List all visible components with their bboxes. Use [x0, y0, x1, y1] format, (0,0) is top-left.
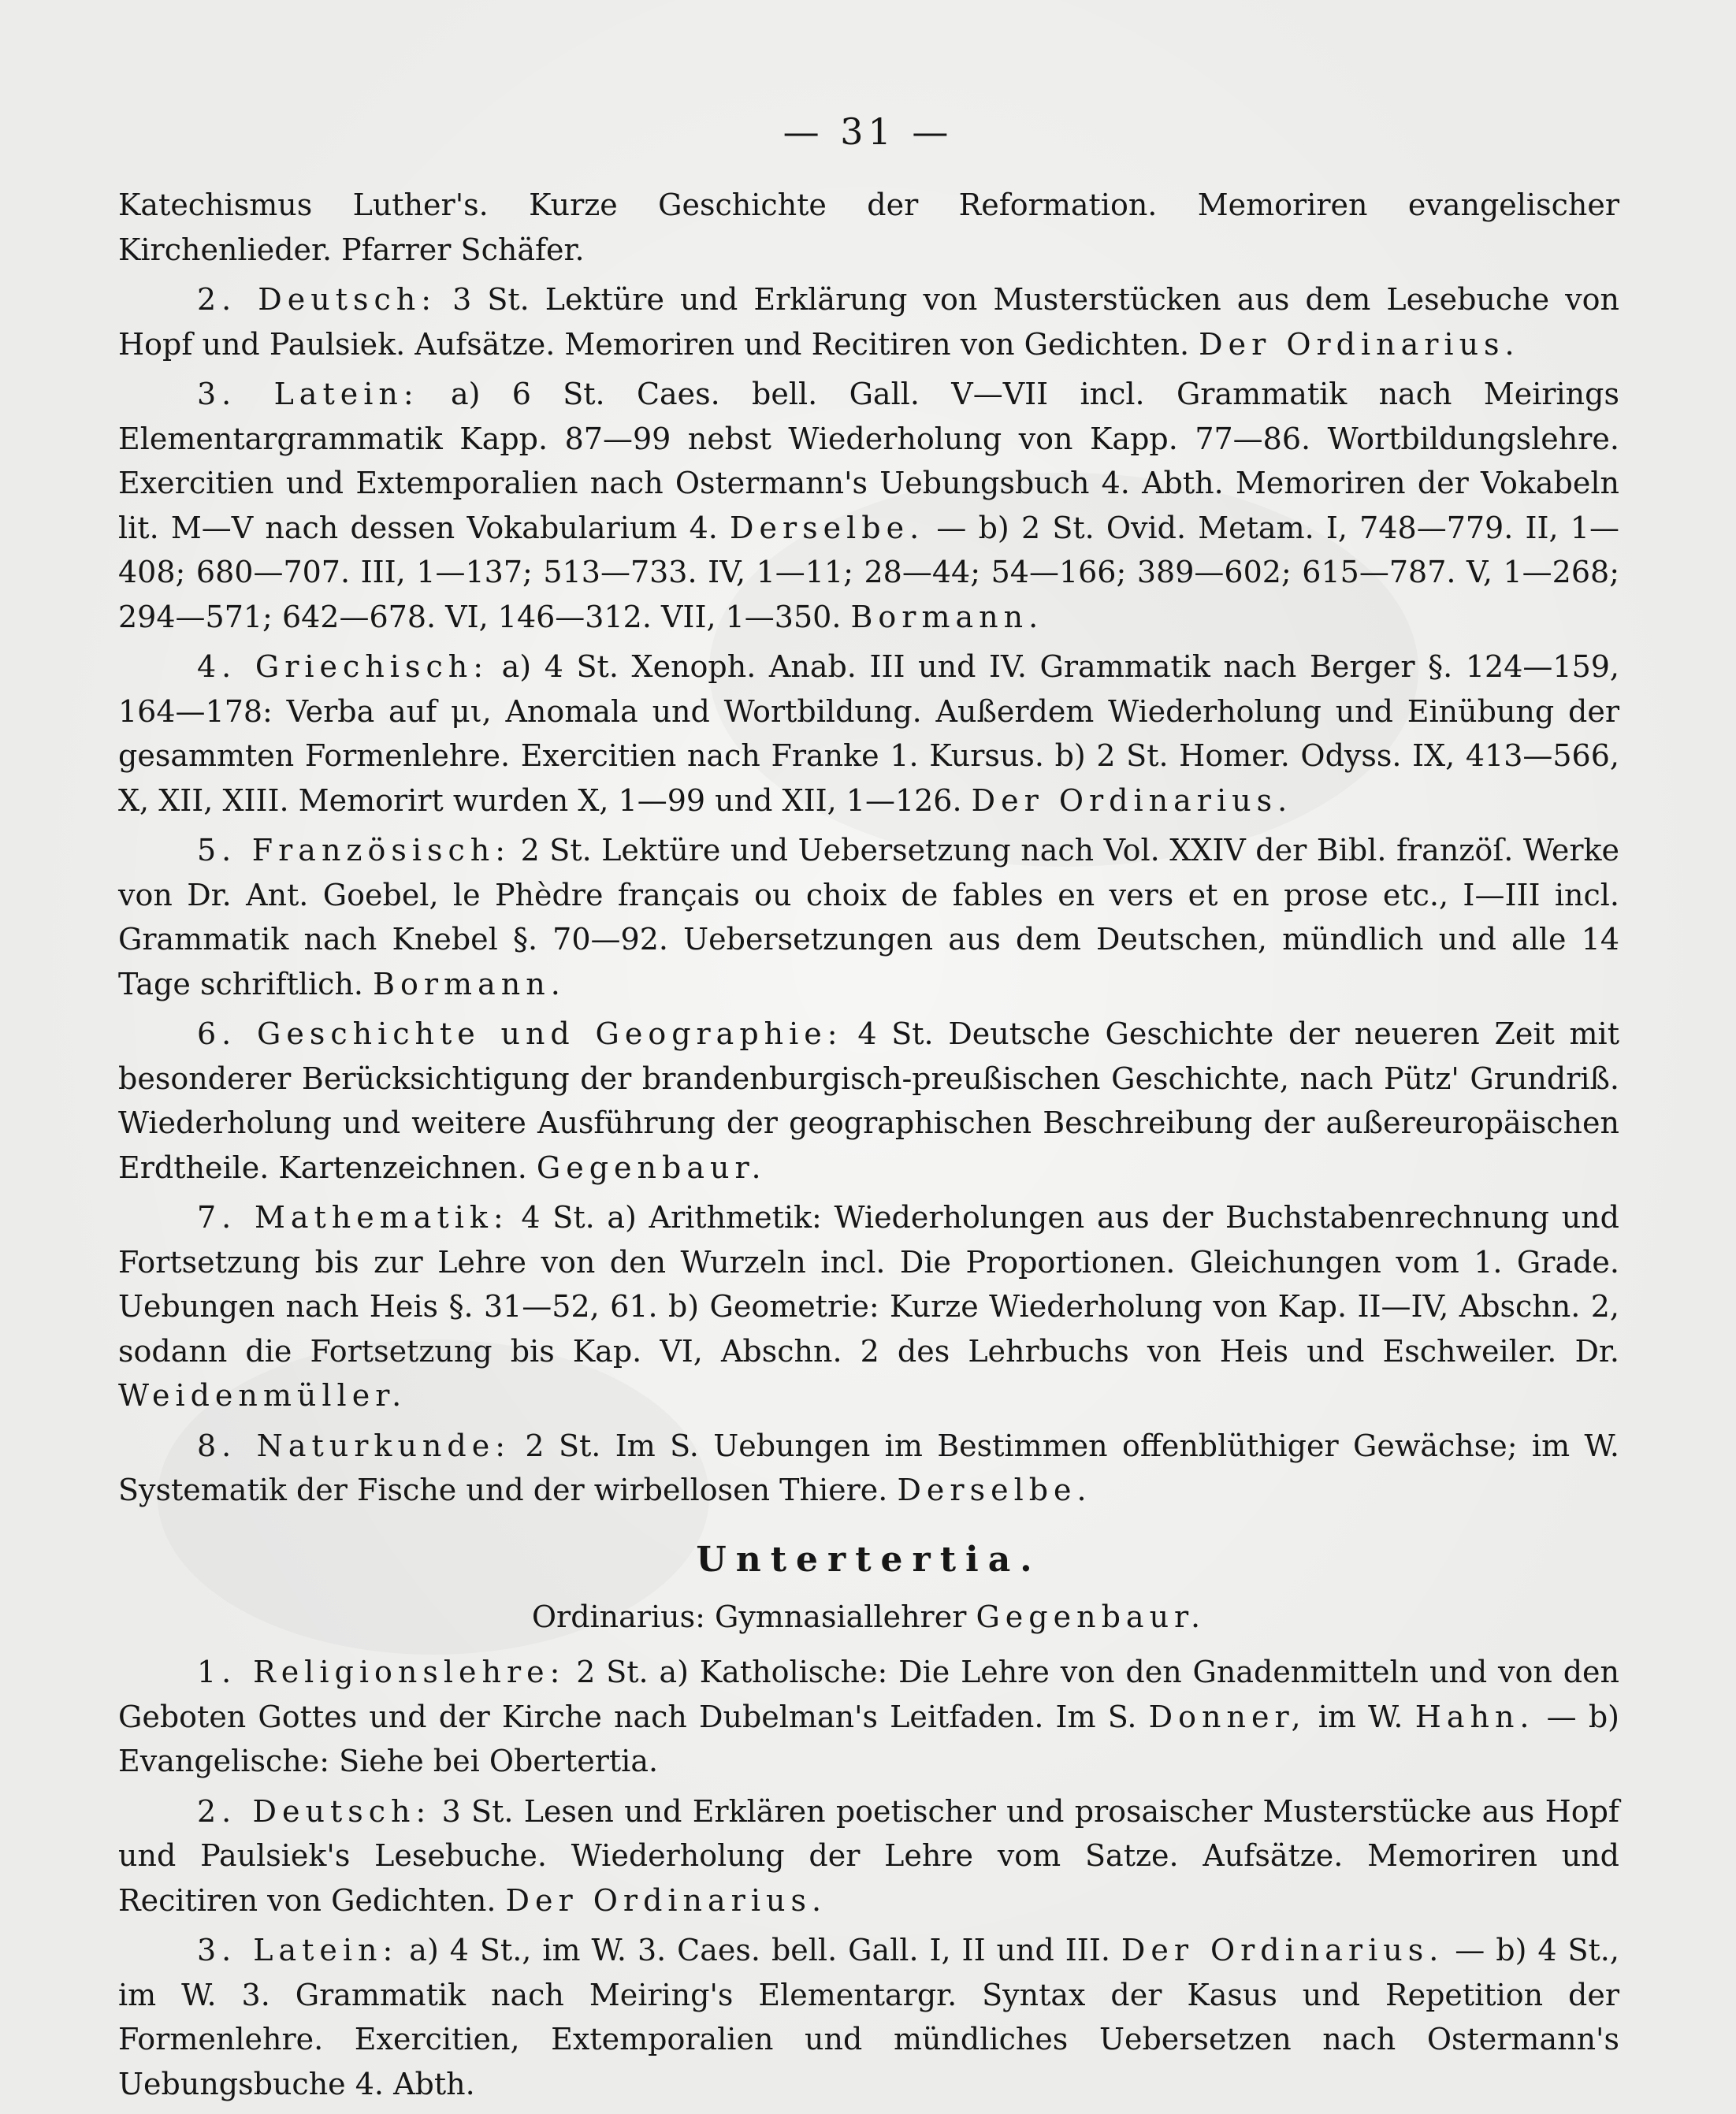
untertertia-religion — [118, 1650, 1619, 1784]
obertertia-latein — [118, 372, 1619, 639]
subject-label: 2. Deutsch: — [197, 1793, 432, 1829]
obertertia-deutsch — [118, 277, 1619, 366]
subject-label: 1. Religionslehre: — [197, 1655, 566, 1689]
section-heading-untertertia: Untertertia. — [696, 1539, 1042, 1580]
page-body — [118, 183, 1619, 2112]
subject-text: 2 St. Im S. Uebungen im Bestimmen offenblüthiger Gewächse; im W. Systematik der Fische und der wirbellosen Thiere. — [118, 1428, 1619, 1507]
teacher-name: Bormann. — [850, 599, 1044, 634]
ordinarius-line — [118, 1595, 1619, 1640]
teacher-name: Derselbe. — [897, 1473, 1092, 1507]
obertertia-mathematik — [118, 1195, 1619, 1418]
subject-text: 4 St. a) Arithmetik: Wiederholungen aus der Buchstabenrechnung und Fortsetzung bis zur Lehre von den Wurzeln incl. Die Proportionen. Gleichungen vom 1. Grade. Uebungen nach Heis §. 31—52, 61. b) Geometrie: Kurze Wiederholung von Kap. II—IV, Abschn. 2, sodann die Fortsetzung bis Kap. VI, Abschn. 2 des Lehrbuchs von Heis und Eschweiler. Dr. — [118, 1200, 1619, 1369]
subject-text-mid: im W. — [1318, 1699, 1403, 1734]
teacher-name: Weidenmüller. — [118, 1378, 407, 1413]
subject-text: 3 St. Lesen und Erklären poetischer und prosaischer Musterstücke aus Hopf und Paulsiek's Lesebuche. Wiederholung der Lehre vom Satze. Aufsätze. Memoriren und Recitiren von Gedichten. — [118, 1793, 1619, 1918]
subject-text-2: — b) 4 St., im W. 3. Grammatik nach Meiring's Elementargr. Syntax der Kasus und Repetition der Formenlehre. Exercitien, Extemporalien und mündliches Uebersetzen nach Ostermann's Uebungsbuche 4. Abth. — [118, 1933, 1619, 2101]
ordinarius-name: Gegenbaur. — [976, 1599, 1206, 1634]
teacher-name: Bormann. — [373, 966, 566, 1001]
subject-label: 4. Griechisch: — [197, 649, 489, 684]
obertertia-naturkunde — [118, 1424, 1619, 1513]
subject-text: a) 4 St. Xenoph. Anab. III und IV. Grammatik nach Berger §. 124—159, 164—178: Verba auf μι, Anomala und Wortbildung. Außerdem Wiederholung und Einübung der gesammten Formenlehre. Exercitien nach Franke 1. Kursus. b) 2 St. Homer. Odyss. IX, 413—566, X, XII, XIII. Memorirt wurden X, 1—99 und XII, 1—126. — [118, 649, 1620, 818]
obertertia-geschichte — [118, 1012, 1619, 1190]
ordinarius-label: Ordinarius: Gymnasiallehrer — [531, 1599, 967, 1634]
teacher-name: Gegenbaur. — [536, 1150, 767, 1185]
untertertia-deutsch — [118, 1789, 1619, 1923]
subject-label: 5. Französisch: — [197, 833, 511, 868]
subject-label: 6. Geschichte und Geographie: — [197, 1016, 843, 1051]
teacher-name: Der Ordinarius. — [971, 782, 1293, 818]
teacher-name: Der Ordinarius. — [505, 1882, 827, 1918]
subject-text: a) 6 St. Caes. bell. Gall. V—VII incl. Grammatik nach Meirings Elementargrammatik Kapp. 87—99 nebst Wiederholung von Kapp. 77—86. Wortbildungslehre. Exercitien und Extemporalien nach Ostermann's Uebungsbuch 4. Abth. Memoriren der Vokabeln lit. M—V nach dessen Vokabularium 4. — [118, 377, 1619, 545]
page-number: — 31 — — [783, 110, 953, 153]
obertertia-franzoesisch — [118, 828, 1619, 1006]
subject-text: 4 St. Deutsche Geschichte der neueren Zeit mit besonderer Berücksichtigung der brandenburgisch-preußischen Geschichte, nach Pütz' Grundriß. Wiederholung und weitere Ausführung der geographischen Beschreibung der außereuropäischen Erdtheile. Kartenzeichnen. — [118, 1016, 1619, 1185]
teacher-name: Derselbe. — [730, 510, 925, 545]
subject-label: 3. Latein: — [197, 1933, 399, 1967]
teacher-name: Der Ordinarius. — [1121, 1933, 1444, 1967]
subject-text: a) 4 St., im W. 3. Caes. bell. Gall. I, II und III. — [409, 1933, 1110, 1967]
subject-label: 2. Deutsch: — [197, 282, 437, 317]
subject-text-rest: — b) Evangelische: Siehe bei Obertertia. — [118, 1699, 1619, 1778]
subject-label: 8. Naturkunde: — [197, 1428, 511, 1463]
subject-label: 3. Latein: — [197, 377, 419, 411]
religion-continuation — [118, 183, 1619, 272]
subject-text: 3 St. Lektüre und Erklärung von Musterstücken aus dem Lesebuche von Hopf und Paulsiek. Aufsätze. Memoriren und Recitiren von Gedichten. — [118, 282, 1620, 362]
subject-text: 2 St. Lektüre und Uebersetzung nach Vol. XXIV der Bibl. franzöſ. Werke von Dr. Ant. Goebel, le Phèdre français ou choix de fables en vers et en prose etc., I—III incl. Grammatik nach Knebel §. 70—92. Uebersetzungen aus dem Deutschen, mündlich und alle 14 Tage schriftlich. — [118, 833, 1620, 1001]
obertertia-griechisch — [118, 645, 1619, 823]
untertertia-latein — [118, 1928, 1619, 2106]
teacher-name: Donner, — [1148, 1699, 1307, 1734]
subject-text: 2 St. a) Katholische: Die Lehre von den Gnadenmitteln und von den Geboten Gottes und der Kirche nach Dubelman's Leitfaden. Im S. — [118, 1655, 1619, 1734]
teacher-name: Der Ordinarius. — [1199, 326, 1520, 362]
subject-text-2: — b) 2 St. Ovid. Metam. I, 748—779. II, 1—408; 680—707. III, 1—137; 513—733. IV, 1—11; 28—44; 54—166; 389—602; 615—787. V, 1—268; 294—571; 642—678. VI, 146—312. VII, 1—350. — [118, 510, 1619, 634]
subject-label: 7. Mathematik: — [197, 1200, 509, 1235]
teacher-name: Hahn. — [1414, 1699, 1535, 1734]
religion-end-text: Katechismus Luther's. Kurze Geschichte der Reformation. Memoriren evangelischer Kirchenlieder. Pfarrer Schäfer. — [118, 188, 1619, 267]
